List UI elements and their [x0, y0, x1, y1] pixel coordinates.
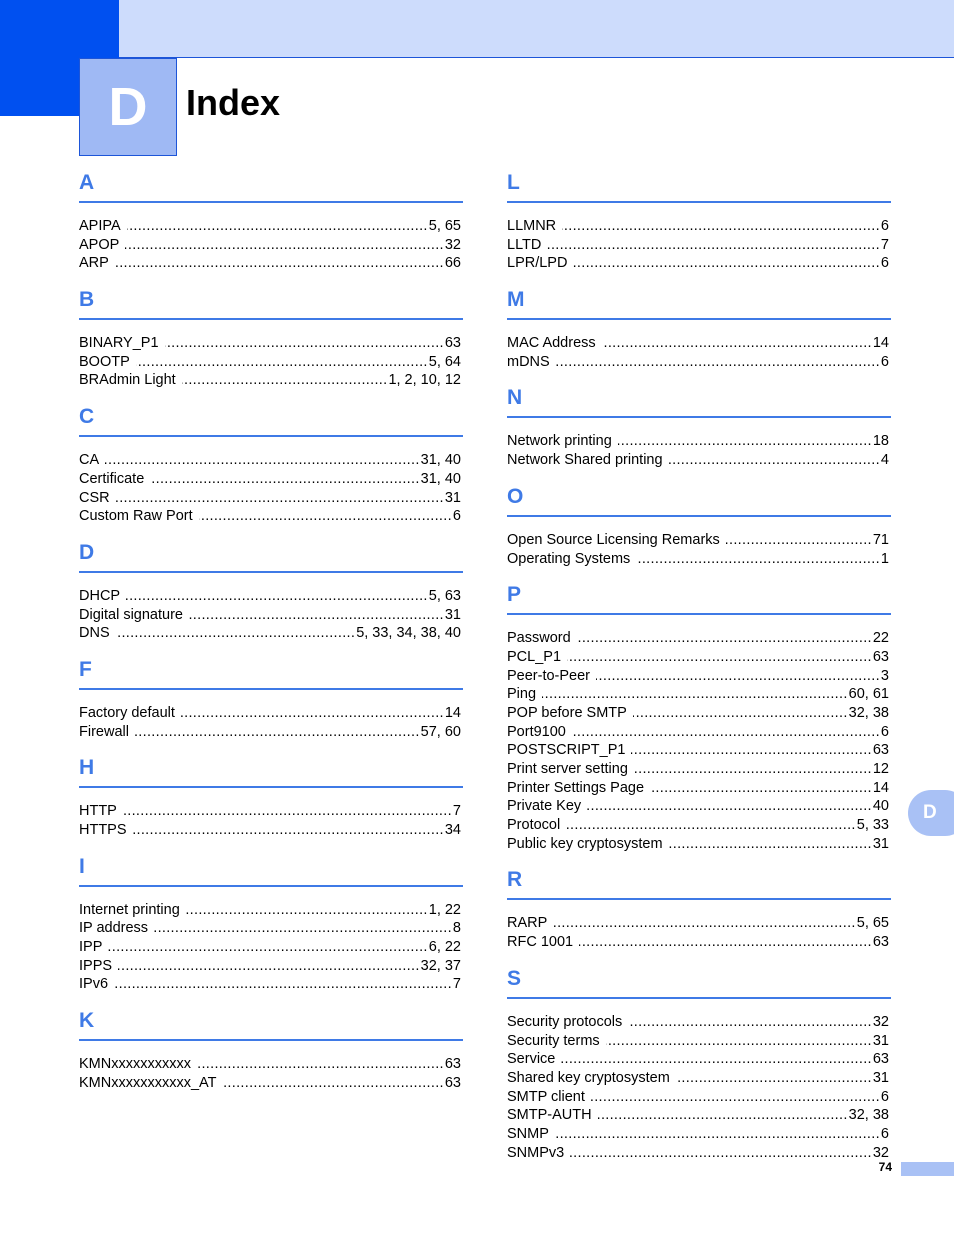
- index-entry[interactable]: [79, 451, 463, 470]
- index-section-r: [507, 865, 891, 951]
- index-section-d: [79, 538, 463, 643]
- index-entry[interactable]: [507, 1144, 891, 1163]
- index-entry[interactable]: [507, 1050, 891, 1069]
- page-references[interactable]: 7: [452, 803, 461, 820]
- section-divider: [79, 688, 463, 690]
- index-section-h: [79, 753, 463, 839]
- index-section-b: [79, 285, 463, 390]
- dot-leader: [115, 254, 444, 273]
- page-references[interactable]: 1, 2, 10, 12: [388, 372, 461, 389]
- index-term: IP address: [79, 920, 149, 937]
- index-term: Printer Settings Page: [507, 779, 645, 796]
- page-number: 74: [878, 1160, 892, 1174]
- page-references[interactable]: 63: [872, 1051, 889, 1068]
- index-entry[interactable]: [507, 236, 891, 255]
- page-references[interactable]: 5, 33: [856, 817, 889, 834]
- dot-leader: [126, 587, 428, 606]
- page-references[interactable]: 31, 40: [420, 452, 461, 469]
- index-term: Shared key cryptosystem: [507, 1069, 670, 1086]
- section-letter: S: [507, 966, 522, 990]
- page-references[interactable]: 1, 22: [428, 901, 461, 918]
- page-references[interactable]: 6: [880, 255, 889, 272]
- index-term: POP before SMTP: [507, 704, 627, 721]
- index-term: IPP: [79, 939, 103, 956]
- dot-leader: [127, 217, 428, 236]
- section-letter: F: [79, 657, 92, 681]
- section-letter: K: [79, 1009, 95, 1033]
- section-divider: [507, 898, 891, 900]
- index-term: Security terms: [507, 1032, 600, 1049]
- index-entry[interactable]: [79, 1055, 463, 1074]
- index-entry[interactable]: [79, 975, 463, 994]
- index-entry[interactable]: [507, 667, 891, 686]
- page-references[interactable]: 6: [880, 1125, 889, 1142]
- index-entry[interactable]: [507, 914, 891, 933]
- index-entry[interactable]: [507, 1032, 891, 1051]
- page-references[interactable]: 31: [872, 835, 889, 852]
- index-term: APIPA: [79, 218, 121, 234]
- section-divider: [79, 201, 463, 203]
- index-term: Protocol: [507, 817, 561, 834]
- section-divider: [507, 201, 891, 203]
- section-letter: L: [507, 171, 520, 194]
- index-term: LPR/LPD: [507, 255, 568, 272]
- section-letter: O: [507, 484, 524, 508]
- index-entry[interactable]: [79, 919, 463, 938]
- index-term: Private Key: [507, 798, 582, 815]
- index-entry[interactable]: [507, 741, 891, 760]
- dot-leader: [634, 760, 872, 779]
- page-references[interactable]: 3: [880, 667, 889, 684]
- index-term: Security protocols: [507, 1013, 623, 1030]
- index-entry[interactable]: [79, 957, 463, 976]
- index-entry[interactable]: [507, 334, 891, 353]
- index-section-l: [507, 168, 891, 273]
- dot-leader: [579, 933, 872, 952]
- dot-leader: [669, 451, 880, 470]
- index-term: Port9100: [507, 723, 566, 740]
- index-entry[interactable]: [79, 1074, 463, 1093]
- section-letter: C: [79, 405, 95, 429]
- footer-bar: [901, 1162, 954, 1176]
- index-entry[interactable]: [79, 334, 463, 353]
- index-entry[interactable]: [79, 489, 463, 508]
- page-references[interactable]: 5, 33, 34, 38, 40: [356, 625, 461, 642]
- dot-leader: [562, 217, 880, 236]
- dot-leader: [118, 957, 420, 976]
- index-term: Network printing: [507, 433, 612, 450]
- index-entry[interactable]: [507, 760, 891, 779]
- index-entry[interactable]: [79, 217, 463, 236]
- page-references[interactable]: 31: [444, 606, 461, 623]
- index-term: Operating Systems: [507, 550, 631, 567]
- index-section-a: [79, 168, 463, 273]
- index-section-n: [507, 383, 891, 469]
- dot-leader: [114, 975, 452, 994]
- dot-leader: [181, 704, 444, 723]
- index-term: MAC Address: [507, 335, 596, 352]
- index-term: SNMPv3: [507, 1144, 565, 1161]
- section-divider: [79, 435, 463, 437]
- index-term: Digital signature: [79, 606, 183, 623]
- index-section-i: [79, 852, 463, 994]
- index-term: RARP: [507, 915, 548, 932]
- page-references[interactable]: 31: [872, 1069, 889, 1086]
- index-term: mDNS: [507, 353, 550, 370]
- section-divider: [507, 416, 891, 418]
- page-references[interactable]: 6: [880, 218, 889, 234]
- section-letter: D: [79, 540, 95, 564]
- index-term: DHCP: [79, 587, 121, 604]
- index-entry[interactable]: [507, 1088, 891, 1107]
- page-references[interactable]: 5, 64: [428, 353, 461, 370]
- index-term: APOP: [79, 236, 120, 253]
- dot-leader: [197, 1055, 444, 1074]
- page-references[interactable]: 32, 37: [420, 957, 461, 974]
- index-term: Service: [507, 1051, 556, 1068]
- dot-leader: [108, 938, 427, 957]
- index-entry[interactable]: [507, 704, 891, 723]
- index-entry[interactable]: [79, 624, 463, 643]
- page-references[interactable]: 14: [872, 335, 889, 352]
- index-section-m: [507, 285, 891, 371]
- section-divider: [79, 786, 463, 788]
- index-term: Internet printing: [79, 901, 180, 918]
- page-references[interactable]: 60, 61: [848, 686, 889, 703]
- section-divider: [507, 318, 891, 320]
- page-references[interactable]: 7: [452, 976, 461, 993]
- chapter-letter-box: D: [79, 58, 177, 156]
- index-term: Open Source Licensing Remarks: [507, 531, 720, 548]
- section-divider: [507, 613, 891, 615]
- index-entry[interactable]: [507, 254, 891, 273]
- index-term: ARP: [79, 255, 109, 272]
- dot-leader: [165, 334, 444, 353]
- section-letter: R: [507, 868, 523, 892]
- dot-leader: [116, 489, 444, 508]
- page-references[interactable]: 22: [872, 630, 889, 647]
- dot-leader: [105, 451, 420, 470]
- dot-leader: [135, 723, 420, 742]
- index-entry[interactable]: [507, 1106, 891, 1125]
- page-references[interactable]: 7: [880, 236, 889, 253]
- section-divider: [79, 1039, 463, 1041]
- page-references[interactable]: 63: [872, 648, 889, 665]
- section-divider: [507, 515, 891, 517]
- page-references[interactable]: 6: [452, 508, 461, 525]
- section-divider: [79, 318, 463, 320]
- page-references[interactable]: 6: [880, 1088, 889, 1105]
- index-entry[interactable]: [507, 432, 891, 451]
- page-references[interactable]: 5, 65: [856, 915, 889, 932]
- dot-leader: [636, 550, 880, 569]
- index-term: Network Shared printing: [507, 452, 663, 469]
- index-term: Peer-to-Peer: [507, 667, 591, 684]
- dot-leader: [116, 624, 356, 643]
- index-entry[interactable]: [507, 531, 891, 550]
- page-references[interactable]: 12: [872, 761, 889, 777]
- page-references[interactable]: 31: [444, 489, 461, 506]
- index-column-right: [507, 168, 891, 1174]
- section-divider: [79, 571, 463, 573]
- page-references[interactable]: 6, 22: [428, 939, 461, 956]
- page-references[interactable]: 32, 38: [848, 704, 889, 721]
- index-section-s: [507, 964, 891, 1163]
- index-entry[interactable]: [79, 371, 463, 390]
- index-entry[interactable]: [507, 816, 891, 835]
- dot-leader: [150, 470, 419, 489]
- dot-leader: [573, 254, 879, 273]
- index-term: CSR: [79, 489, 110, 506]
- dot-leader: [136, 353, 428, 372]
- index-entry[interactable]: [507, 217, 891, 236]
- index-term: Custom Raw Port: [79, 508, 193, 525]
- index-term: CA: [79, 452, 100, 469]
- side-chapter-tab[interactable]: D: [908, 790, 954, 836]
- dot-leader: [726, 531, 872, 550]
- dot-leader: [628, 1013, 872, 1032]
- dot-leader: [631, 741, 871, 760]
- page-references[interactable]: 6: [880, 723, 889, 740]
- page-references[interactable]: 4: [880, 452, 889, 469]
- index-term: HTTP: [79, 803, 117, 820]
- page-references[interactable]: 32: [444, 236, 461, 253]
- index-entry[interactable]: [507, 835, 891, 854]
- index-section-f: [79, 655, 463, 741]
- index-entry[interactable]: [79, 901, 463, 920]
- index-entry[interactable]: [507, 797, 891, 816]
- dot-leader: [676, 1069, 872, 1088]
- dot-leader: [669, 835, 872, 854]
- dot-leader: [570, 1144, 872, 1163]
- page-references[interactable]: 5, 63: [428, 587, 461, 604]
- index-entry[interactable]: [507, 933, 891, 952]
- index-term: POSTSCRIPT_P1: [507, 742, 626, 759]
- dot-leader: [587, 797, 872, 816]
- section-letter: I: [79, 854, 85, 878]
- index-term: PCL_P1: [507, 648, 562, 665]
- page-references[interactable]: 40: [872, 798, 889, 815]
- dot-leader: [182, 371, 388, 390]
- section-letter: N: [507, 386, 523, 410]
- section-letter: B: [79, 288, 95, 312]
- index-term: KMNxxxxxxxxxxx_AT: [79, 1074, 217, 1091]
- page-references[interactable]: 57, 60: [420, 723, 461, 740]
- dot-leader: [596, 667, 880, 686]
- dot-leader: [189, 606, 444, 625]
- page-references[interactable]: 34: [444, 822, 461, 838]
- index-section-o: [507, 482, 891, 568]
- index-entry[interactable]: [507, 1013, 891, 1032]
- index-term: SNMP: [507, 1125, 549, 1142]
- dot-leader: [633, 704, 848, 723]
- index-term: BRAdmin Light: [79, 372, 176, 389]
- index-term: Certificate: [79, 470, 145, 487]
- dot-leader: [566, 816, 856, 835]
- page-references[interactable]: 14: [872, 779, 889, 796]
- page-references[interactable]: 63: [444, 335, 461, 352]
- page-title: Index: [186, 82, 281, 123]
- index-term: SMTP-AUTH: [507, 1107, 592, 1124]
- index-entry[interactable]: [79, 704, 463, 723]
- dot-leader: [577, 629, 872, 648]
- dot-leader: [125, 236, 444, 255]
- index-section-k: [79, 1006, 463, 1092]
- index-entry[interactable]: [507, 353, 891, 372]
- page-references[interactable]: 6: [880, 353, 889, 370]
- index-term: IPPS: [79, 957, 113, 974]
- index-term: Password: [507, 630, 571, 647]
- index-entry[interactable]: [79, 938, 463, 957]
- section-letter: H: [79, 756, 95, 780]
- page-references[interactable]: 63: [444, 1056, 461, 1073]
- index-entry[interactable]: [507, 550, 891, 569]
- page-references[interactable]: 63: [872, 742, 889, 759]
- dot-leader: [154, 919, 452, 938]
- section-letter: M: [507, 288, 525, 312]
- index-entry[interactable]: [507, 1069, 891, 1088]
- dot-leader: [542, 685, 848, 704]
- page-references[interactable]: 63: [444, 1074, 461, 1091]
- dot-leader: [572, 723, 880, 742]
- dot-leader: [567, 648, 872, 667]
- section-divider: [79, 885, 463, 887]
- dot-leader: [561, 1050, 872, 1069]
- page-references[interactable]: 66: [444, 255, 461, 272]
- index-entry[interactable]: [79, 254, 463, 273]
- dot-leader: [123, 802, 452, 821]
- index-section-p: [507, 580, 891, 853]
- dot-leader: [223, 1074, 444, 1093]
- index-entry[interactable]: [79, 802, 463, 821]
- index-term: LLTD: [507, 236, 542, 253]
- dot-leader: [553, 914, 855, 933]
- page-references[interactable]: 5, 65: [428, 218, 461, 234]
- dot-leader: [133, 821, 444, 840]
- index-entry[interactable]: [79, 470, 463, 489]
- index-term: LLMNR: [507, 218, 557, 234]
- dot-leader: [547, 236, 880, 255]
- index-entry[interactable]: [79, 587, 463, 606]
- index-term: BOOTP: [79, 353, 130, 370]
- section-letter: P: [507, 583, 522, 607]
- index-term: IPv6: [79, 976, 109, 993]
- index-entry[interactable]: [507, 629, 891, 648]
- index-term: Print server setting: [507, 761, 628, 777]
- index-term: BINARY_P1: [79, 335, 159, 352]
- index-term: KMNxxxxxxxxxxx: [79, 1056, 191, 1073]
- page-references[interactable]: 31, 40: [420, 470, 461, 487]
- page-references[interactable]: 8: [452, 920, 461, 937]
- index-entry[interactable]: [79, 821, 463, 840]
- section-divider: [507, 997, 891, 999]
- header-band: [0, 0, 954, 58]
- page-references[interactable]: 71: [872, 531, 889, 548]
- index-entry[interactable]: [507, 685, 891, 704]
- index-entry[interactable]: [79, 723, 463, 742]
- dot-leader: [556, 353, 880, 372]
- page-references[interactable]: 32: [872, 1144, 889, 1161]
- dot-leader: [186, 901, 428, 920]
- page-references[interactable]: 14: [444, 704, 461, 721]
- page-references[interactable]: 63: [872, 934, 889, 951]
- dot-leader: [199, 507, 452, 526]
- index-entry[interactable]: [79, 353, 463, 372]
- index-entry[interactable]: [507, 451, 891, 470]
- dot-leader: [602, 334, 872, 353]
- page-references[interactable]: 32, 38: [848, 1107, 889, 1124]
- index-term: RFC 1001: [507, 934, 574, 951]
- index-column-left: [79, 168, 463, 1105]
- dot-leader: [591, 1088, 880, 1107]
- index-entry[interactable]: [507, 723, 891, 742]
- dot-leader: [606, 1032, 872, 1051]
- index-term: Public key cryptosystem: [507, 835, 663, 852]
- index-term: Ping: [507, 686, 537, 703]
- index-entry[interactable]: [507, 779, 891, 798]
- index-entry[interactable]: [79, 606, 463, 625]
- dot-leader: [598, 1106, 848, 1125]
- index-entry[interactable]: [79, 507, 463, 526]
- dot-leader: [650, 779, 872, 798]
- page-references[interactable]: 1: [880, 550, 889, 567]
- index-term: SMTP client: [507, 1088, 585, 1105]
- index-term: Firewall: [79, 723, 129, 740]
- index-section-c: [79, 402, 463, 526]
- index-entry[interactable]: [79, 236, 463, 255]
- section-letter: A: [79, 171, 95, 194]
- index-term: DNS: [79, 625, 110, 642]
- index-term: Factory default: [79, 704, 175, 721]
- index-entry[interactable]: [507, 1125, 891, 1144]
- dot-leader: [618, 432, 872, 451]
- dot-leader: [555, 1125, 880, 1144]
- index-term: HTTPS: [79, 822, 127, 838]
- page-references[interactable]: 31: [872, 1032, 889, 1049]
- page-references[interactable]: 32: [872, 1013, 889, 1030]
- page-references[interactable]: 18: [872, 433, 889, 450]
- index-entry[interactable]: [507, 648, 891, 667]
